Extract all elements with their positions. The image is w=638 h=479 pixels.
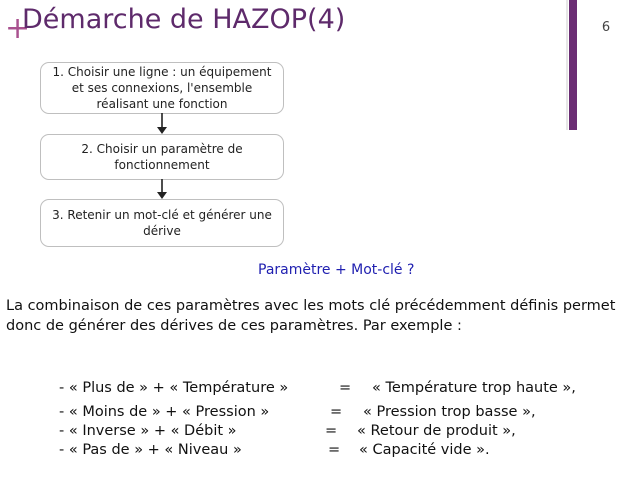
example-result: « Température trop haute »,: [372, 380, 576, 396]
flow-step-label: 2. Choisir un paramètre de fonctionnement: [81, 142, 243, 172]
flow-step-label: 1. Choisir une ligne : un équipement et ses connexions, l'ensemble réalisant une fonction: [52, 65, 272, 111]
flow-step-2: [40, 134, 284, 180]
divider-bar: [566, 0, 568, 130]
example-combination: - « Inverse » + « Débit »: [59, 423, 237, 439]
accent-bar: [569, 0, 577, 130]
parameter-keyword-question: Paramètre + Mot-clé ?: [258, 262, 415, 278]
intro-paragraph: La combinaison de ces paramètres avec les mots clé précédemment définis permet donc de générer des dérives de ces paramètres. Par exemple :: [6, 298, 616, 334]
example-equals: =: [330, 404, 343, 420]
example-equals: =: [328, 442, 341, 458]
example-combination: - « Pas de » + « Niveau »: [59, 442, 242, 458]
flow-step-3: [40, 199, 284, 247]
flow-step-label: 3. Retenir un mot-clé et générer une dérive: [52, 208, 272, 238]
arrow-down-icon: [156, 179, 168, 200]
flow-step-1: [40, 62, 284, 114]
example-combination: - « Moins de » + « Pression »: [59, 404, 270, 420]
slide-title: Démarche de HAZOP(4): [22, 4, 346, 35]
example-combination: - « Plus de » + « Température »: [59, 380, 289, 396]
example-result: « Retour de produit »,: [357, 423, 516, 439]
example-result: « Pression trop basse »,: [363, 404, 536, 420]
plus-icon: +: [5, 11, 31, 46]
example-equals: =: [339, 380, 352, 396]
arrow-down-icon: [156, 113, 168, 135]
slide-number: 6: [601, 20, 611, 35]
example-result: « Capacité vide ».: [359, 442, 490, 458]
example-equals: =: [325, 423, 338, 439]
